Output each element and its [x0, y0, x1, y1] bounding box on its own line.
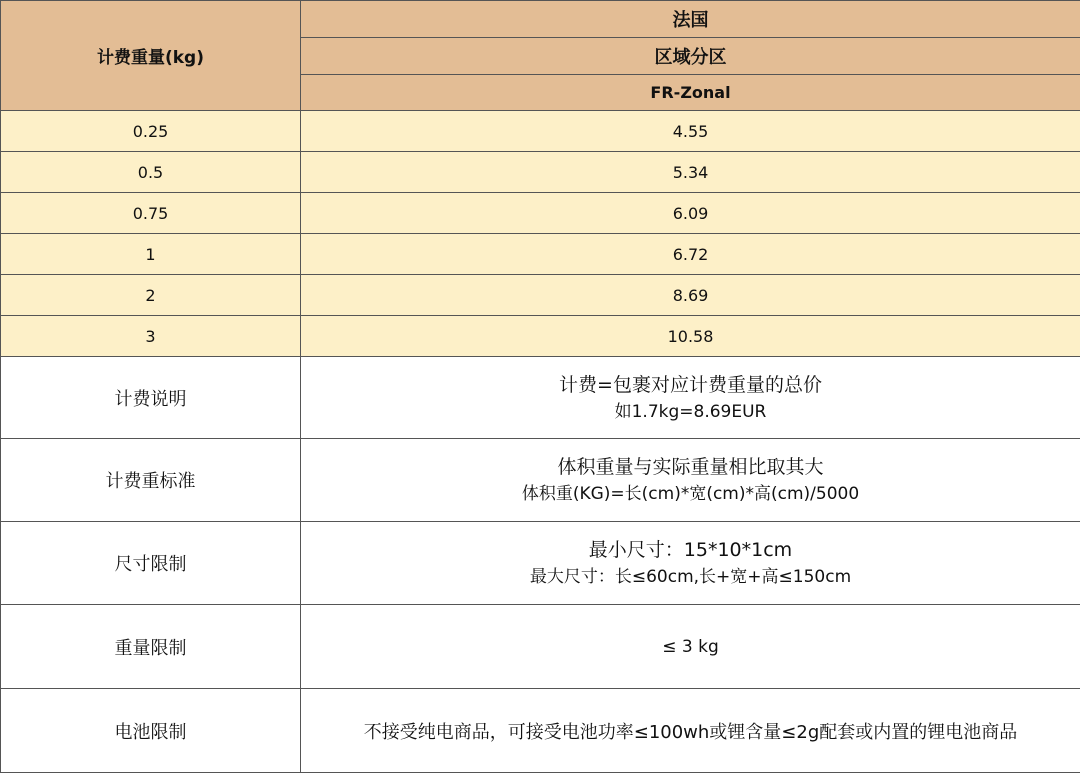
price-cell: 4.55 — [301, 111, 1080, 152]
billing-note-label: 计费说明 — [1, 357, 301, 439]
battery-limit-row — [1, 689, 1080, 773]
billing-note-line2: 如1.7kg=8.69EUR — [301, 399, 1080, 425]
weight-cell: 3 — [1, 316, 301, 357]
country-header: 法国 — [301, 1, 1080, 38]
size-limit-row — [1, 522, 1080, 605]
table-row — [1, 111, 1080, 152]
billing-standard-row — [1, 439, 1080, 522]
billing-standard-label: 计费重标准 — [1, 439, 301, 522]
price-cell: 6.09 — [301, 193, 1080, 234]
billing-note-row — [1, 357, 1080, 439]
billing-note-value — [301, 357, 1080, 439]
zone-type-header: 区域分区 — [301, 38, 1080, 75]
header-row-country — [1, 1, 1080, 38]
weight-limit-label: 重量限制 — [1, 605, 301, 689]
weight-cell: 0.75 — [1, 193, 301, 234]
price-cell: 10.58 — [301, 316, 1080, 357]
price-cell: 6.72 — [301, 234, 1080, 275]
table-row — [1, 152, 1080, 193]
billing-note-line1: 计费=包裹对应计费重量的总价 — [301, 371, 1080, 399]
table-row — [1, 316, 1080, 357]
weight-limit-row — [1, 605, 1080, 689]
weight-cell: 0.25 — [1, 111, 301, 152]
size-limit-value — [301, 522, 1080, 605]
table-row — [1, 234, 1080, 275]
weight-cell: 0.5 — [1, 152, 301, 193]
billing-standard-line1: 体积重量与实际重量相比取其大 — [301, 453, 1080, 481]
price-cell: 8.69 — [301, 275, 1080, 316]
battery-limit-value: 不接受纯电商品，可接受电池功率≤100wh或锂含量≤2g配套或内置的锂电池商品 — [301, 689, 1080, 773]
table-row — [1, 193, 1080, 234]
weight-cell: 2 — [1, 275, 301, 316]
size-limit-min: 最小尺寸：15*10*1cm — [301, 536, 1080, 564]
billing-standard-value — [301, 439, 1080, 522]
price-cell: 5.34 — [301, 152, 1080, 193]
size-limit-max: 最大尺寸：长≤60cm,长+宽+高≤150cm — [301, 564, 1080, 590]
billing-standard-line2: 体积重(KG)=长(cm)*宽(cm)*高(cm)/5000 — [301, 481, 1080, 507]
table-row — [1, 275, 1080, 316]
zone-code-header: FR-Zonal — [301, 75, 1080, 111]
size-limit-label: 尺寸限制 — [1, 522, 301, 605]
weight-cell: 1 — [1, 234, 301, 275]
weight-column-header: 计费重量(kg) — [1, 1, 301, 111]
weight-limit-value: ≤ 3 kg — [301, 605, 1080, 689]
battery-limit-label: 电池限制 — [1, 689, 301, 773]
